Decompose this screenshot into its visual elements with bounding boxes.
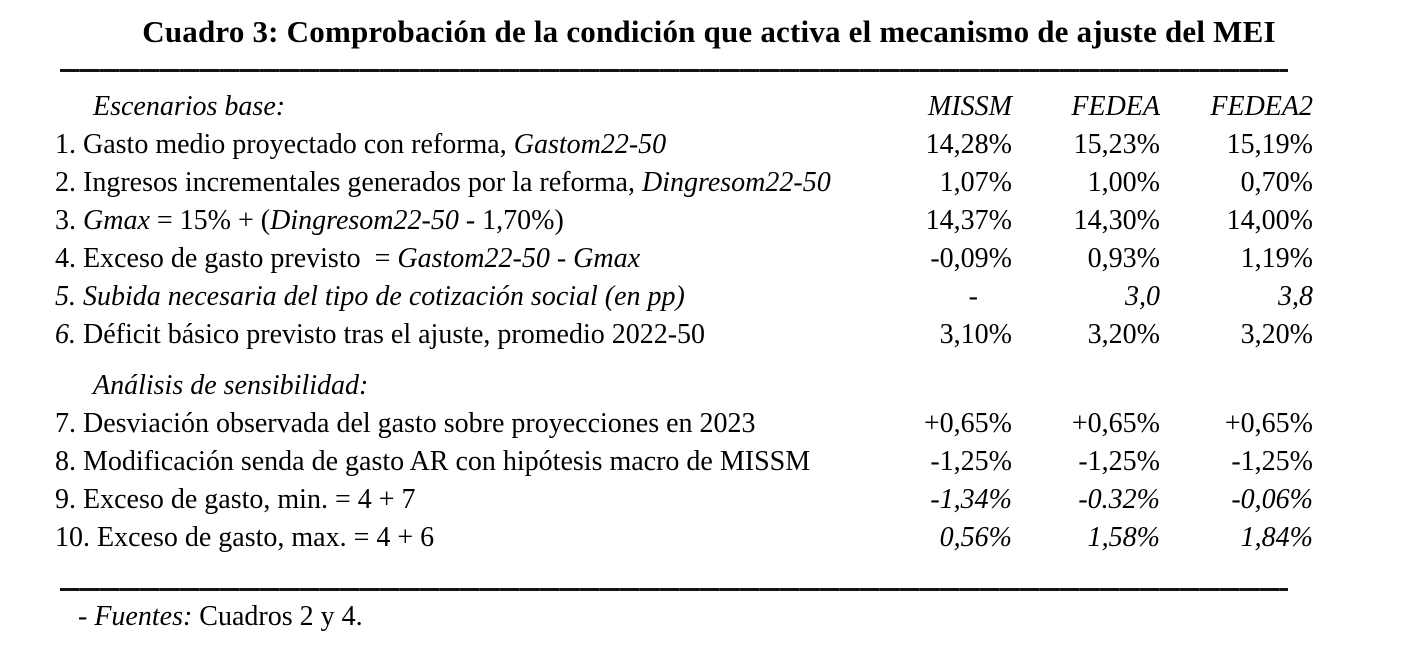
value-fedea: 1,58% <box>1087 522 1160 553</box>
value-missm: -1,34% <box>930 484 1012 515</box>
value-fedea2: 1,84% <box>1240 522 1313 553</box>
value-fedea: 3,20% <box>1087 319 1160 350</box>
value-fedea: 15,23% <box>1073 129 1160 160</box>
table-row <box>55 164 1313 202</box>
value-missm: 14,37% <box>925 205 1012 236</box>
row-label-text: 1. Gasto medio proyectado con reforma, <box>55 129 514 160</box>
table-container <box>55 69 1313 633</box>
value-empty <box>1160 367 1313 405</box>
row-label <box>55 164 862 202</box>
value-fedea2: 1,19% <box>1240 243 1313 274</box>
section-header-sens: Análisis de sensibilidad: <box>93 370 369 401</box>
table-row <box>55 278 1313 316</box>
row-label-text: = 15% + ( <box>149 205 271 236</box>
row-number: 6. <box>55 319 83 350</box>
table-row <box>55 443 1313 481</box>
table-row <box>55 316 1313 354</box>
row-label: 7. Desviación observada del gasto sobre proyecciones en 2023 <box>55 408 756 439</box>
column-header-missm: MISSM <box>928 91 1012 122</box>
row-label: 9. Exceso de gasto, min. = 4 + 7 <box>55 484 416 515</box>
value-fedea: 3,0 <box>1125 281 1160 312</box>
row-label-variable: Dingresom22-50 <box>270 205 459 236</box>
source-note-text: Cuadros 2 y 4. <box>192 601 363 632</box>
row-label: 8. Modificación senda de gasto AR con hipótesis macro de MISSM <box>55 446 811 477</box>
row-label <box>55 240 862 278</box>
value-fedea: 0,93% <box>1087 243 1160 274</box>
value-empty <box>1012 367 1160 405</box>
source-note <box>55 591 1313 633</box>
value-fedea2: 3,8 <box>1278 281 1313 312</box>
value-fedea2: 14,00% <box>1226 205 1313 236</box>
row-label <box>55 316 862 354</box>
value-missm: +0,65% <box>923 408 1012 439</box>
value-missm: 14,28% <box>925 129 1012 160</box>
row-label-variable: Gastom22-50 <box>513 129 667 160</box>
table-title: Cuadro 3: Comprobación de la condición que activa el mecanismo de ajuste del MEI <box>142 14 1276 49</box>
horizontal-rule-top <box>60 69 1288 72</box>
column-header-fedea: FEDEA <box>1071 91 1160 122</box>
table-row <box>55 126 1313 164</box>
row-label: 10. Exceso de gasto, max. = 4 + 6 <box>55 522 435 553</box>
value-fedea: 14,30% <box>1073 205 1160 236</box>
row-label-text: 2. Ingresos incrementales generados por la reforma, <box>55 167 642 198</box>
value-missm: -0,09% <box>930 243 1012 274</box>
row-label <box>55 202 862 240</box>
row-label-text: - 1,70%) <box>458 205 564 236</box>
value-fedea2: 0,70% <box>1240 167 1313 198</box>
table-header-row <box>55 88 1313 126</box>
value-missm: 0,56% <box>939 522 1012 553</box>
row-label-text: Déficit básico previsto tras el ajuste, promedio 2022-50 <box>83 319 706 350</box>
row-label: 5. Subida necesaria del tipo de cotización social (en pp) <box>55 281 685 312</box>
row-label-text: 3. <box>55 205 83 236</box>
source-note-label: - Fuentes: <box>78 601 193 632</box>
value-fedea: 1,00% <box>1087 167 1160 198</box>
table-row <box>55 202 1313 240</box>
value-fedea: -0.32% <box>1078 484 1160 515</box>
value-fedea2: -0,06% <box>1231 484 1313 515</box>
value-empty <box>862 367 1012 405</box>
row-label-variable: Gmax <box>83 205 150 236</box>
value-fedea2: 15,19% <box>1226 129 1313 160</box>
value-missm: 3,10% <box>939 319 1012 350</box>
row-label-text: 4. Exceso de gasto previsto = <box>55 243 398 274</box>
row-label-variable: Gastom22-50 - Gmax <box>397 243 641 274</box>
value-missm: -1,25% <box>930 446 1012 477</box>
table-row <box>55 481 1313 519</box>
table-row <box>55 405 1313 443</box>
value-fedea2: +0,65% <box>1224 408 1313 439</box>
value-fedea: +0,65% <box>1071 408 1160 439</box>
section-header-row <box>55 367 1313 405</box>
table-row <box>55 240 1313 278</box>
row-label-variable: Dingresom22-50 <box>642 167 831 198</box>
value-missm: - <box>968 281 978 312</box>
table-row <box>55 519 1313 557</box>
column-header-fedea2: FEDEA2 <box>1210 91 1313 122</box>
value-missm: 1,07% <box>939 167 1012 198</box>
document-page <box>0 14 1418 660</box>
row-label <box>55 126 862 164</box>
value-fedea: -1,25% <box>1078 446 1160 477</box>
value-fedea2: 3,20% <box>1240 319 1313 350</box>
value-fedea2: -1,25% <box>1231 446 1313 477</box>
section-header-base: Escenarios base: <box>93 91 286 122</box>
